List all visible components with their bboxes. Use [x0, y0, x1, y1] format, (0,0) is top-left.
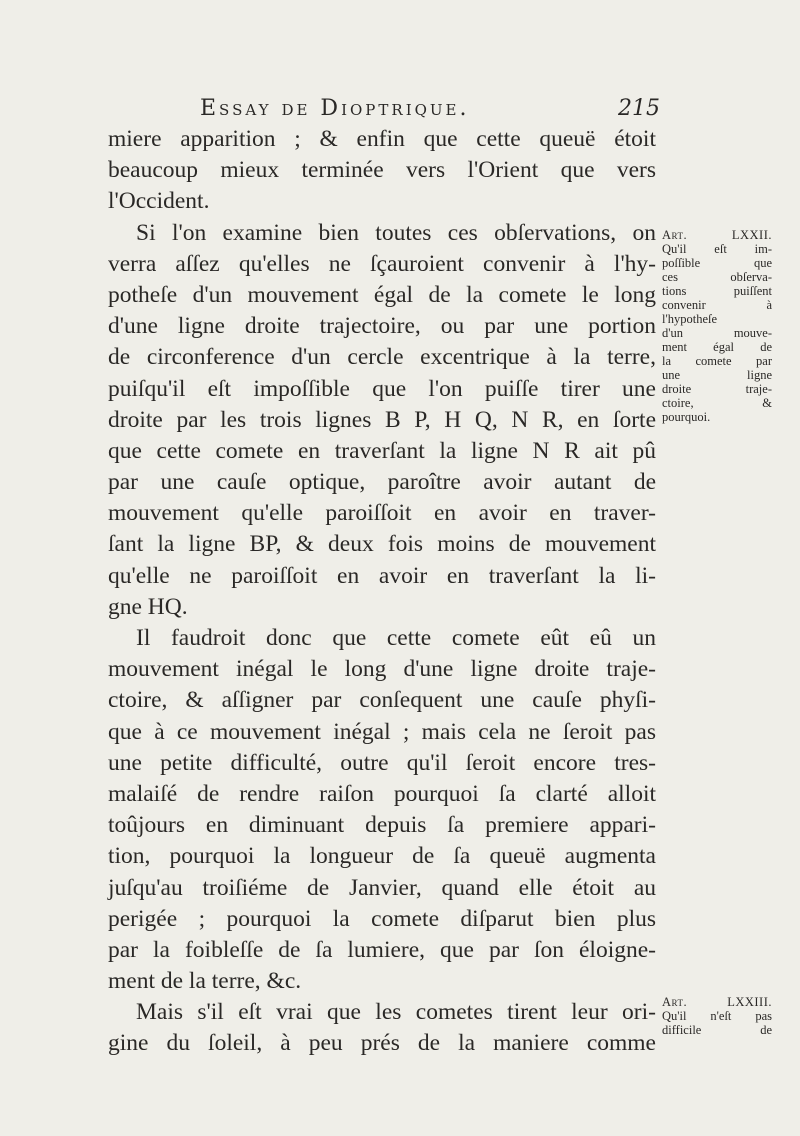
- article-number: Art. LXXII.: [662, 228, 772, 242]
- running-title: Essay de Dioptrique.: [200, 96, 470, 121]
- note-line: poſſible que: [662, 256, 772, 270]
- article-number: Art. LXXIII.: [662, 995, 772, 1009]
- note-line: difficile de: [662, 1023, 772, 1037]
- text-line: juſqu'au troiſiéme de Janvier, quand elle étoit au: [108, 874, 656, 901]
- text-line: ment de la terre, &c.: [108, 968, 302, 995]
- text-line: d'une ligne droite trajectoire, ou par une portion: [108, 313, 656, 340]
- page-header: [200, 96, 660, 126]
- text-line: toûjours en diminuant depuis ſa premiere appari-: [108, 812, 656, 839]
- text-line: malaiſé de rendre raiſon pourquoi ſa clarté alloit: [108, 780, 656, 807]
- note-line: droite traje-: [662, 382, 772, 396]
- note-line: ces obſerva-: [662, 270, 772, 284]
- text-line: beaucoup mieux terminée vers l'Orient que vers: [108, 157, 656, 184]
- text-line: Si l'on examine bien toutes ces obſervations, on: [136, 219, 656, 246]
- text-line: verra aſſez qu'elles ne ſçauroient convenir à l'hy-: [108, 250, 656, 277]
- text-line: que à ce mouvement inégal ; mais cela ne ſeroit pas: [108, 718, 656, 745]
- text-line: potheſe d'un mouvement égal de la comete le long: [108, 281, 656, 308]
- note-line: ctoire, &: [662, 396, 772, 410]
- text-line: gine du ſoleil, à peu prés de la maniere comme: [108, 1030, 656, 1057]
- note-line: tions puiſſent: [662, 284, 772, 298]
- margin-note-art-73: [662, 995, 772, 1037]
- text-line: droite par les trois lignes B P, H Q, N R, en ſorte: [108, 406, 656, 433]
- text-line: Mais s'il eſt vrai que les cometes tirent leur ori-: [136, 999, 656, 1026]
- note-line: Qu'il eſt im-: [662, 242, 772, 256]
- text-line: ſant la ligne BP, & deux fois moins de mouvement: [108, 531, 656, 558]
- text-line: ctoire, & aſſigner par conſequent une cauſe phyſi-: [108, 687, 656, 714]
- note-line: convenir à: [662, 298, 772, 312]
- text-line: de circonference d'un cercle excentrique à la terre,: [108, 344, 656, 371]
- text-line: puiſqu'il eſt impoſſible que l'on puiſſe tirer une: [108, 375, 656, 402]
- page-number: 215: [618, 96, 660, 121]
- text-line: qu'elle ne paroiſſoit en avoir en traverſant la li-: [108, 562, 656, 589]
- note-line: l'hypotheſe: [662, 312, 718, 326]
- text-line: que cette comete en traverſant la ligne N R ait pû: [108, 437, 656, 464]
- text-line: gne HQ.: [108, 593, 188, 620]
- text-line: par la foibleſſe de ſa lumiere, que par ſon éloigne-: [108, 936, 656, 963]
- note-line: une ligne: [662, 368, 772, 382]
- note-line: Qu'il n'eſt pas: [662, 1009, 772, 1023]
- note-line: la comete par: [662, 354, 772, 368]
- margin-note-art-72: [662, 228, 772, 424]
- text-line: mouvement inégal le long d'une ligne droite traje-: [108, 656, 656, 683]
- text-line: tion, pourquoi la longueur de ſa queuë augmenta: [108, 843, 656, 870]
- text-line: mouvement qu'elle paroiſſoit en avoir en traver-: [108, 500, 656, 527]
- note-line: d'un mouve-: [662, 326, 772, 340]
- text-line: une petite difficulté, outre qu'il ſeroit encore tres-: [108, 749, 656, 776]
- text-line: miere apparition ; & enfin que cette queuë étoit: [108, 126, 656, 152]
- note-line: pourquoi.: [662, 410, 711, 424]
- text-line: l'Occident.: [108, 188, 210, 215]
- text-line: Il faudroit donc que cette comete eût eû un: [136, 625, 656, 651]
- note-line: ment égal de: [662, 340, 772, 354]
- text-line: par une cauſe optique, paroître avoir autant de: [108, 469, 656, 496]
- text-line: perigée ; pourquoi la comete diſparut bien plus: [108, 905, 656, 932]
- body-text: [108, 124, 656, 1060]
